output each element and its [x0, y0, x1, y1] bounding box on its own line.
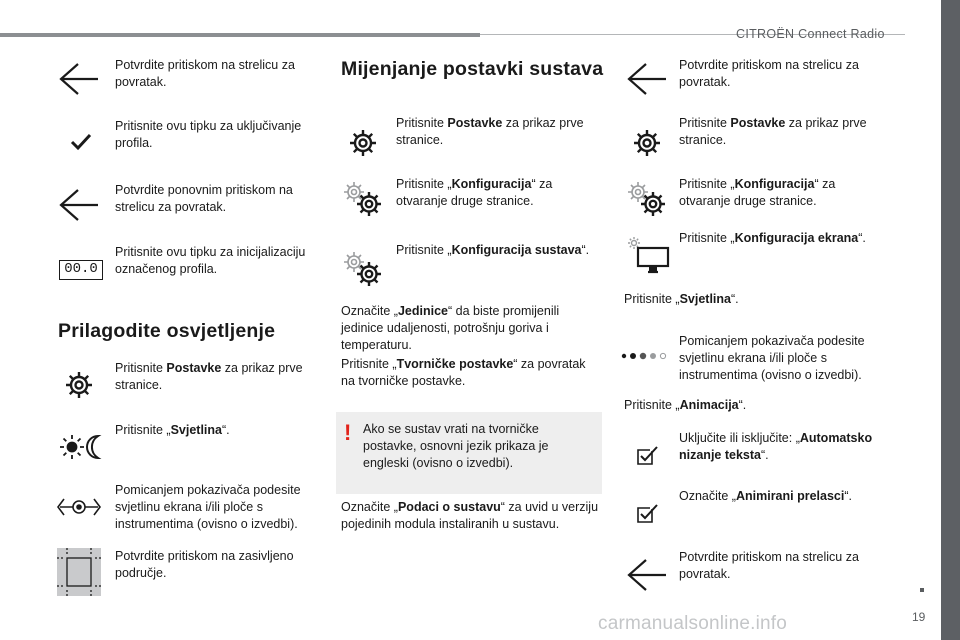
- header-rule-left: [0, 33, 480, 37]
- page-number: 19: [912, 610, 926, 624]
- brightness-level-dots-icon: [620, 350, 672, 362]
- col3-item2-text: Pritisnite Postavke za prikaz prve stranice.: [679, 116, 867, 147]
- brightness-sun-moon-icon: [58, 432, 104, 462]
- col2-units-paragraph: Označite „Jedinice“ da biste promijenili jedinice udaljenosti, potrošnju goriva i temperaturu.: [341, 304, 560, 352]
- warning-text: Ako se sustav vrati na tvorničke postavke, osnovni jezik prikaza je engleski (ovisno o izvedbi).: [363, 422, 549, 470]
- watermark: carmanualsonline.info: [598, 613, 788, 634]
- settings-gear-icon: [348, 128, 378, 158]
- col2-item3-text: Pritisnite „Konfiguracija sustava“.: [396, 243, 590, 257]
- col3-item8-text: Potvrdite pritiskom na strelicu za povratak.: [679, 550, 859, 581]
- checkmark-icon: [70, 133, 92, 151]
- col1-item1-text: Potvrdite pritiskom na strelicu za povratak.: [115, 58, 295, 89]
- col1-item5-text: Pritisnite Postavke za prikaz prve stranice.: [115, 361, 303, 392]
- odometer-reset-badge: 00.0: [59, 260, 103, 280]
- configuration-gears-icon: [626, 180, 668, 218]
- checkbox-checked-icon: [636, 504, 658, 524]
- back-arrow-icon: [626, 62, 668, 96]
- back-arrow-icon: [58, 188, 100, 222]
- checkbox-checked-icon: [636, 446, 658, 466]
- section-heading-system-settings: Mijenjanje postavki sustava: [341, 58, 604, 80]
- screen-configuration-icon: [626, 236, 670, 274]
- section-heading-brightness: Prilagodite osvjetljenje: [58, 320, 276, 342]
- page-marker: [920, 588, 924, 592]
- grey-area-icon: [57, 548, 101, 596]
- configuration-gears-icon: [342, 180, 384, 218]
- page-edge-bar: [941, 0, 960, 640]
- col2-factory-paragraph: Pritisnite „Tvorničke postavke“ za povratak na tvorničke postavke.: [341, 357, 586, 388]
- col1-item3-text: Potvrdite ponovnim pritiskom na strelicu za povratak.: [115, 183, 293, 214]
- col1-item2-text: Pritisnite ovu tipku za uključivanje profila.: [115, 119, 302, 150]
- col2-system-info-paragraph: Označite „Podaci o sustavu“ za uvid u verziju pojedinih modula instaliranih u sustavu.: [341, 500, 599, 531]
- col1-item7-text: Pomicanjem pokazivača podesite svjetlinu ekrana i/ili ploče s instrumentima (ovisno o izvedbi).: [115, 483, 301, 531]
- col1-item8-text: Potvrdite pritiskom na zasivljeno područje.: [115, 549, 294, 580]
- col1-item4-text: Pritisnite ovu tipku za inicijalizaciju označenog profila.: [115, 245, 306, 276]
- settings-gear-icon: [64, 370, 94, 400]
- col3-item7-text: Označite „Animirani prelasci“.: [679, 489, 852, 503]
- settings-gear-icon: [632, 128, 662, 158]
- col3-item3-text: Pritisnite „Konfiguracija“ za otvaranje druge stranice.: [679, 177, 836, 208]
- warning-icon: !: [344, 420, 352, 445]
- col3-brightness-paragraph: Pritisnite „Svjetlina“.: [624, 292, 739, 306]
- col2-item1-text: Pritisnite Postavke za prikaz prve stranice.: [396, 116, 584, 147]
- page-header-title: CITROËN Connect Radio: [736, 27, 885, 41]
- back-arrow-icon: [626, 558, 668, 592]
- back-arrow-icon: [58, 62, 100, 96]
- col3-animation-paragraph: Pritisnite „Animacija“.: [624, 398, 747, 412]
- warning-box: [336, 412, 602, 494]
- system-configuration-icon: [342, 250, 384, 288]
- col3-item1-text: Potvrdite pritiskom na strelicu za povratak.: [679, 58, 859, 89]
- col2-item2-text: Pritisnite „Konfiguracija“ za otvaranje druge stranice.: [396, 177, 553, 208]
- col3-item4-text: Pritisnite „Konfiguracija ekrana“.: [679, 231, 866, 245]
- brightness-slider-icon: [56, 494, 102, 520]
- col3-item6-text: Uključite ili isključite: „Automatsko nizanje teksta“.: [679, 431, 873, 462]
- col3-item5-text: Pomicanjem pokazivača podesite svjetlinu ekrana i/ili ploče s instrumentima (ovisno o izvedbi).: [679, 334, 865, 382]
- col1-item6-text: Pritisnite „Svjetlina“.: [115, 423, 230, 437]
